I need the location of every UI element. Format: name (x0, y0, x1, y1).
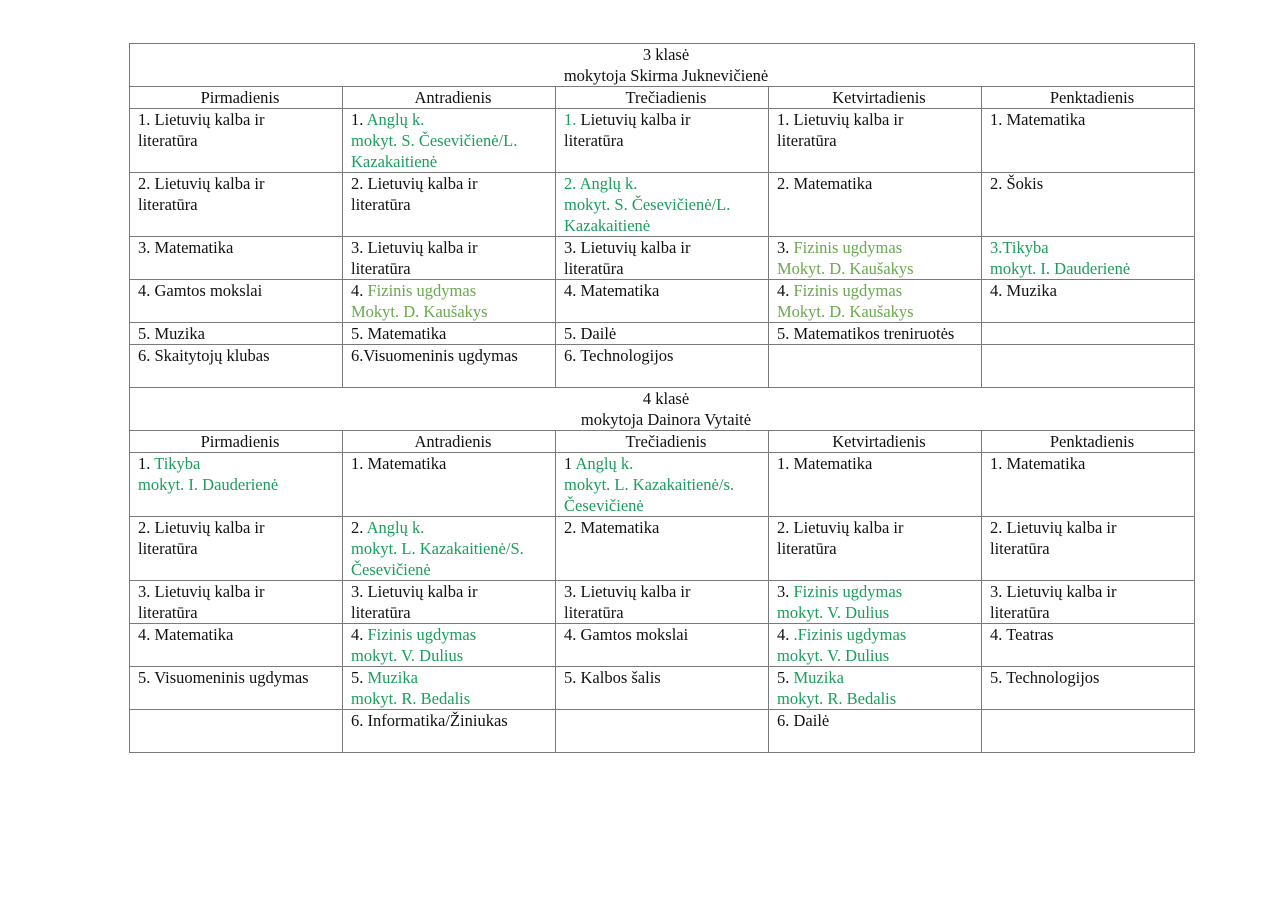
lesson-cell (130, 517, 343, 581)
day-header: Antradienis (343, 431, 556, 453)
lesson-cell (982, 710, 1195, 753)
lesson-detail: literatūra (138, 603, 198, 622)
lesson-cell (556, 667, 769, 710)
lesson-detail: Mokyt. D. Kaušakys (351, 302, 488, 321)
lesson-cell (769, 237, 982, 280)
lesson-cell (556, 280, 769, 323)
lesson-line (564, 581, 768, 602)
lesson-subject: Lietuvių kalba ir (580, 582, 691, 601)
lesson-line (351, 323, 555, 344)
lesson-line (564, 280, 768, 301)
lesson-subject: Lietuvių kalba ir (154, 518, 265, 537)
lesson-row (130, 109, 1195, 173)
lesson-cell (769, 624, 982, 667)
lesson-subject: Lietuvių kalba ir (367, 582, 478, 601)
lesson-detail: literatūra (351, 259, 411, 278)
lesson-subject: Skaitytojų klubas (154, 346, 270, 365)
lesson-line (564, 323, 768, 344)
lesson-number: 5. (138, 324, 155, 343)
lesson-line (138, 345, 342, 366)
lesson-detail: mokyt. S. Česevičienė/L. (564, 195, 731, 214)
lesson-line (564, 109, 768, 130)
lesson-line (138, 517, 342, 538)
lesson-cell (343, 517, 556, 581)
lesson-cell (556, 453, 769, 517)
lesson-cell (556, 517, 769, 581)
lesson-line (777, 624, 981, 645)
lesson-subject: Šokis (1006, 174, 1044, 193)
lesson-subject: Lietuvių kalba ir (367, 174, 478, 193)
lesson-number: 4. (351, 625, 368, 644)
lesson-subject: Matematika (580, 518, 660, 537)
lesson-subject: Muzika (367, 668, 418, 687)
schedule-table (129, 43, 1195, 753)
lesson-cell (982, 345, 1195, 388)
lesson-number: 2. (351, 518, 367, 537)
lesson-line (138, 280, 342, 301)
lesson-cell (556, 237, 769, 280)
lesson-detail: Mokyt. D. Kaušakys (777, 302, 914, 321)
lesson-subject: Matematika (367, 324, 447, 343)
lesson-cell (769, 453, 982, 517)
lesson-row (130, 323, 1195, 345)
lesson-number: 1. (990, 110, 1007, 129)
lesson-subject: Fizinis ugdymas (367, 281, 477, 300)
lesson-line (138, 173, 342, 194)
lesson-line (564, 345, 768, 366)
lesson-line (564, 453, 768, 474)
lesson-subject: Fizinis ugdymas (367, 625, 477, 644)
lesson-number: 6. (564, 346, 581, 365)
lesson-subject: Lietuvių kalba ir (367, 238, 478, 257)
day-header: Pirmadienis (130, 87, 343, 109)
day-header: Penktadienis (982, 431, 1195, 453)
lesson-number: 3. (351, 238, 368, 257)
lesson-number: 5. (351, 324, 368, 343)
lesson-cell (982, 517, 1195, 581)
lesson-detail: literatūra (990, 539, 1050, 558)
lesson-line (777, 109, 981, 130)
lesson-subject: Dailė (580, 324, 617, 343)
lesson-subject: Lietuvių kalba ir (154, 110, 265, 129)
lesson-detail: literatūra (138, 131, 198, 150)
lesson-detail: literatūra (564, 259, 624, 278)
lesson-line (564, 624, 768, 645)
class3-title-cell (130, 44, 1195, 87)
lesson-detail: literatūra (351, 603, 411, 622)
lesson-line (138, 453, 342, 474)
lesson-detail: literatūra (990, 603, 1050, 622)
lesson-cell (130, 109, 343, 173)
lesson-subject: Lietuvių kalba ir (1006, 518, 1117, 537)
lesson-subject: Lietuvių kalba ir (793, 518, 904, 537)
lesson-subject: Tikyba (154, 454, 201, 473)
lesson-detail: mokyt. R. Bedalis (351, 689, 471, 708)
lesson-line (351, 667, 555, 688)
lesson-line (351, 453, 555, 474)
lesson-line (351, 237, 555, 258)
lesson-number: 4. (777, 281, 794, 300)
lesson-detail: Kazakaitienė (351, 152, 438, 171)
lesson-cell (769, 710, 982, 753)
lesson-detail: literatūra (138, 195, 198, 214)
lesson-line (777, 517, 981, 538)
lesson-subject: Matematika (1006, 454, 1086, 473)
lesson-cell (343, 280, 556, 323)
lesson-line (138, 581, 342, 602)
day-header: Ketvirtadienis (769, 87, 982, 109)
lesson-detail: mokyt. I. Dauderienė (990, 259, 1131, 278)
class4-title-row (130, 388, 1195, 431)
lesson-line (138, 667, 342, 688)
lesson-cell (769, 345, 982, 388)
lesson-number: 6. (138, 346, 155, 365)
lesson-cell (130, 667, 343, 710)
lesson-number: 6. (777, 711, 794, 730)
lesson-number: 4. (990, 281, 1007, 300)
lesson-subject: Visuomeninis ugdymas (154, 668, 309, 687)
lesson-row (130, 345, 1195, 388)
lesson-cell (556, 109, 769, 173)
lesson-number: 3. (990, 582, 1007, 601)
lesson-subject: Muzika (793, 668, 844, 687)
lesson-cell (343, 710, 556, 753)
lesson-line (138, 109, 342, 130)
lesson-cell (769, 109, 982, 173)
lesson-subject: 6.Visuomeninis ugdymas (351, 346, 518, 365)
lesson-row (130, 624, 1195, 667)
day-header: Antradienis (343, 87, 556, 109)
lesson-cell (769, 323, 982, 345)
lesson-number: 1. (351, 454, 368, 473)
lesson-subject: 2. Anglų k. (564, 174, 638, 193)
lesson-detail: Česevičienė (351, 560, 431, 579)
lesson-number: 2. (351, 174, 368, 193)
lesson-subject: Muzika (1006, 281, 1057, 300)
lesson-cell (982, 237, 1195, 280)
lesson-subject: Anglų k. (575, 454, 634, 473)
lesson-number: 3. (777, 582, 794, 601)
lesson-number: 5. (564, 668, 581, 687)
lesson-line (990, 173, 1194, 194)
class4-day-header-row (130, 431, 1195, 453)
lesson-subject: Lietuvių kalba ir (154, 582, 265, 601)
lesson-number: 5. (138, 668, 155, 687)
lesson-cell (769, 173, 982, 237)
lesson-line (351, 624, 555, 645)
lesson-line (990, 517, 1194, 538)
lesson-number: 2. (777, 174, 794, 193)
lesson-cell (982, 453, 1195, 517)
lesson-cell (130, 453, 343, 517)
lesson-subject: Lietuvių kalba ir (154, 174, 265, 193)
lesson-cell (343, 624, 556, 667)
lesson-number: 2. (138, 518, 155, 537)
lesson-line (777, 323, 981, 344)
lesson-number: 4. (564, 281, 581, 300)
lesson-cell (769, 517, 982, 581)
lesson-row (130, 173, 1195, 237)
lesson-line (564, 517, 768, 538)
lesson-line (351, 710, 555, 731)
lesson-line (777, 710, 981, 731)
lesson-number: 1. (138, 454, 155, 473)
lesson-detail: literatūra (777, 539, 837, 558)
lesson-cell (130, 581, 343, 624)
lesson-number: 1. (138, 110, 155, 129)
lesson-subject: Technologijos (580, 346, 674, 365)
lesson-detail: literatūra (564, 131, 624, 150)
lesson-cell (343, 667, 556, 710)
lesson-number: 2. (990, 518, 1007, 537)
lesson-detail: mokyt. L. Kazakaitienė/s. (564, 475, 734, 494)
lesson-line (351, 109, 555, 130)
lesson-line (351, 173, 555, 194)
lesson-number: 2. (990, 174, 1007, 193)
lesson-line (351, 345, 555, 366)
class4-teacher-name: mokytoja Dainora Vytaitė (580, 410, 752, 429)
lesson-line (777, 667, 981, 688)
lesson-cell (982, 624, 1195, 667)
lesson-subject: Lietuvių kalba ir (1006, 582, 1117, 601)
lesson-cell (343, 173, 556, 237)
lesson-cell (130, 710, 343, 753)
lesson-number: 3. (351, 582, 368, 601)
lesson-number: 4. (777, 625, 794, 644)
lesson-subject: Fizinis ugdymas (793, 238, 903, 257)
lesson-subject: Lietuvių kalba ir (580, 238, 691, 257)
lesson-number: 3. (564, 582, 581, 601)
lesson-number: 5. (777, 668, 794, 687)
lesson-line (777, 581, 981, 602)
lesson-line (351, 280, 555, 301)
lesson-number: 4. (138, 281, 155, 300)
lesson-line (990, 667, 1194, 688)
lesson-line (564, 667, 768, 688)
lesson-detail: literatūra (351, 195, 411, 214)
lesson-cell (343, 323, 556, 345)
lesson-cell (130, 345, 343, 388)
lesson-cell (769, 280, 982, 323)
lesson-detail: Česevičienė (564, 496, 644, 515)
class3-title-row (130, 44, 1195, 87)
lesson-row (130, 710, 1195, 753)
lesson-line (777, 280, 981, 301)
lesson-subject: Anglų k. (366, 518, 425, 537)
lesson-subject: Dailė (793, 711, 830, 730)
lesson-subject: Teatras (1006, 625, 1054, 644)
lesson-cell (343, 345, 556, 388)
lesson-cell (343, 581, 556, 624)
lesson-cell (130, 280, 343, 323)
lesson-cell (556, 624, 769, 667)
lesson-number: 1. (990, 454, 1007, 473)
lesson-cell (982, 667, 1195, 710)
lesson-subject: Fizinis ugdymas (793, 582, 903, 601)
lesson-number: 1 (564, 454, 576, 473)
lesson-subject: Matematika (154, 238, 234, 257)
lesson-detail: mokyt. V. Dulius (777, 646, 890, 665)
class4-title-cell (130, 388, 1195, 431)
lesson-line (564, 173, 768, 194)
lesson-number: 1. (351, 110, 367, 129)
lesson-line (777, 453, 981, 474)
lesson-number: 3. (138, 238, 155, 257)
class3-teacher-name: mokytoja Skirma Juknevičienė (563, 66, 769, 85)
lesson-number: 1. (777, 454, 794, 473)
lesson-number: 1. (777, 110, 794, 129)
lesson-line (990, 581, 1194, 602)
lesson-detail: Kazakaitienė (564, 216, 651, 235)
lesson-line (138, 323, 342, 344)
lesson-subject: Muzika (154, 324, 205, 343)
lesson-number: 4. (564, 625, 581, 644)
lesson-row (130, 280, 1195, 323)
lesson-subject: Matematika (580, 281, 660, 300)
class3-class-title: 3 klasė (642, 45, 690, 64)
lesson-line (990, 237, 1194, 258)
lesson-detail: Mokyt. D. Kaušakys (777, 259, 914, 278)
lesson-line (990, 453, 1194, 474)
lesson-detail: mokyt. R. Bedalis (777, 689, 897, 708)
lesson-cell (982, 109, 1195, 173)
lesson-subject: Matematika (1006, 110, 1086, 129)
lesson-cell (982, 581, 1195, 624)
lesson-row (130, 517, 1195, 581)
lesson-detail: mokyt. L. Kazakaitienė/S. (351, 539, 524, 558)
lesson-line (990, 624, 1194, 645)
lesson-subject: Anglų k. (366, 110, 425, 129)
lesson-cell (130, 173, 343, 237)
lesson-line (138, 624, 342, 645)
lesson-cell (130, 323, 343, 345)
lesson-subject: Informatika/Žiniukas (367, 711, 508, 730)
lesson-detail: mokyt. S. Česevičienė/L. (351, 131, 518, 150)
lesson-cell (343, 237, 556, 280)
lesson-detail: literatūra (138, 539, 198, 558)
lesson-subject: Lietuvių kalba ir (793, 110, 904, 129)
lesson-cell (556, 710, 769, 753)
lesson-number: 4. (351, 281, 368, 300)
day-header: Ketvirtadienis (769, 431, 982, 453)
lesson-number: 6. (351, 711, 368, 730)
lesson-cell (982, 280, 1195, 323)
lesson-number: 3. (564, 238, 581, 257)
lesson-line (777, 173, 981, 194)
lesson-cell (982, 173, 1195, 237)
lesson-subject: 3.Tikyba (990, 238, 1049, 257)
lesson-number: 2. (138, 174, 155, 193)
lesson-cell (130, 624, 343, 667)
lesson-subject: Matematika (793, 454, 873, 473)
lesson-subject: Fizinis ugdymas (793, 281, 903, 300)
lesson-subject: Matematika (367, 454, 447, 473)
lesson-cell (556, 581, 769, 624)
lesson-line (564, 237, 768, 258)
lesson-number: 2. (564, 518, 581, 537)
lesson-detail: mokyt. V. Dulius (351, 646, 464, 665)
lesson-number: 4. (990, 625, 1007, 644)
lesson-cell (556, 323, 769, 345)
lesson-subject: Gamtos mokslai (154, 281, 263, 300)
day-header: Trečiadienis (556, 87, 769, 109)
lesson-line (990, 109, 1194, 130)
class3-day-header-row (130, 87, 1195, 109)
lesson-subject: Matematika (793, 174, 873, 193)
lesson-line (777, 237, 981, 258)
lesson-row (130, 667, 1195, 710)
lesson-detail: literatūra (564, 603, 624, 622)
lesson-cell (130, 237, 343, 280)
lesson-subject: 1. (564, 110, 577, 129)
lesson-row (130, 453, 1195, 517)
lesson-number: 5. (351, 668, 368, 687)
lesson-subject: Kalbos šalis (580, 668, 661, 687)
lesson-subject: Matematikos treniruotės (793, 324, 955, 343)
day-header: Pirmadienis (130, 431, 343, 453)
lesson-detail: mokyt. V. Dulius (777, 603, 890, 622)
lesson-line (138, 237, 342, 258)
lesson-cell (769, 581, 982, 624)
day-header: Penktadienis (982, 87, 1195, 109)
lesson-subject: Matematika (154, 625, 234, 644)
lesson-cell (343, 453, 556, 517)
day-header: Trečiadienis (556, 431, 769, 453)
lesson-number: 5. (777, 324, 794, 343)
lesson-line (990, 280, 1194, 301)
lesson-cell (556, 345, 769, 388)
lesson-cell (982, 323, 1195, 345)
class4-class-title: 4 klasė (642, 389, 690, 408)
lesson-number: 5. (990, 668, 1007, 687)
lesson-number: 2. (777, 518, 794, 537)
lesson-cell (556, 173, 769, 237)
lesson-detail: literatūra (777, 131, 837, 150)
lesson-row (130, 237, 1195, 280)
lesson-cell (769, 667, 982, 710)
lesson-number: 3. (777, 238, 794, 257)
lesson-cell (343, 109, 556, 173)
lesson-subject: Technologijos (1006, 668, 1100, 687)
lesson-detail: mokyt. I. Dauderienė (138, 475, 279, 494)
lesson-number: 5. (564, 324, 581, 343)
lesson-line (351, 581, 555, 602)
lesson-row (130, 581, 1195, 624)
lesson-line (351, 517, 555, 538)
lesson-subject-rest: Lietuvių kalba ir (576, 110, 691, 129)
lesson-number: 4. (138, 625, 155, 644)
lesson-number: 3. (138, 582, 155, 601)
lesson-subject: .Fizinis ugdymas (793, 625, 907, 644)
lesson-subject: Gamtos mokslai (580, 625, 689, 644)
